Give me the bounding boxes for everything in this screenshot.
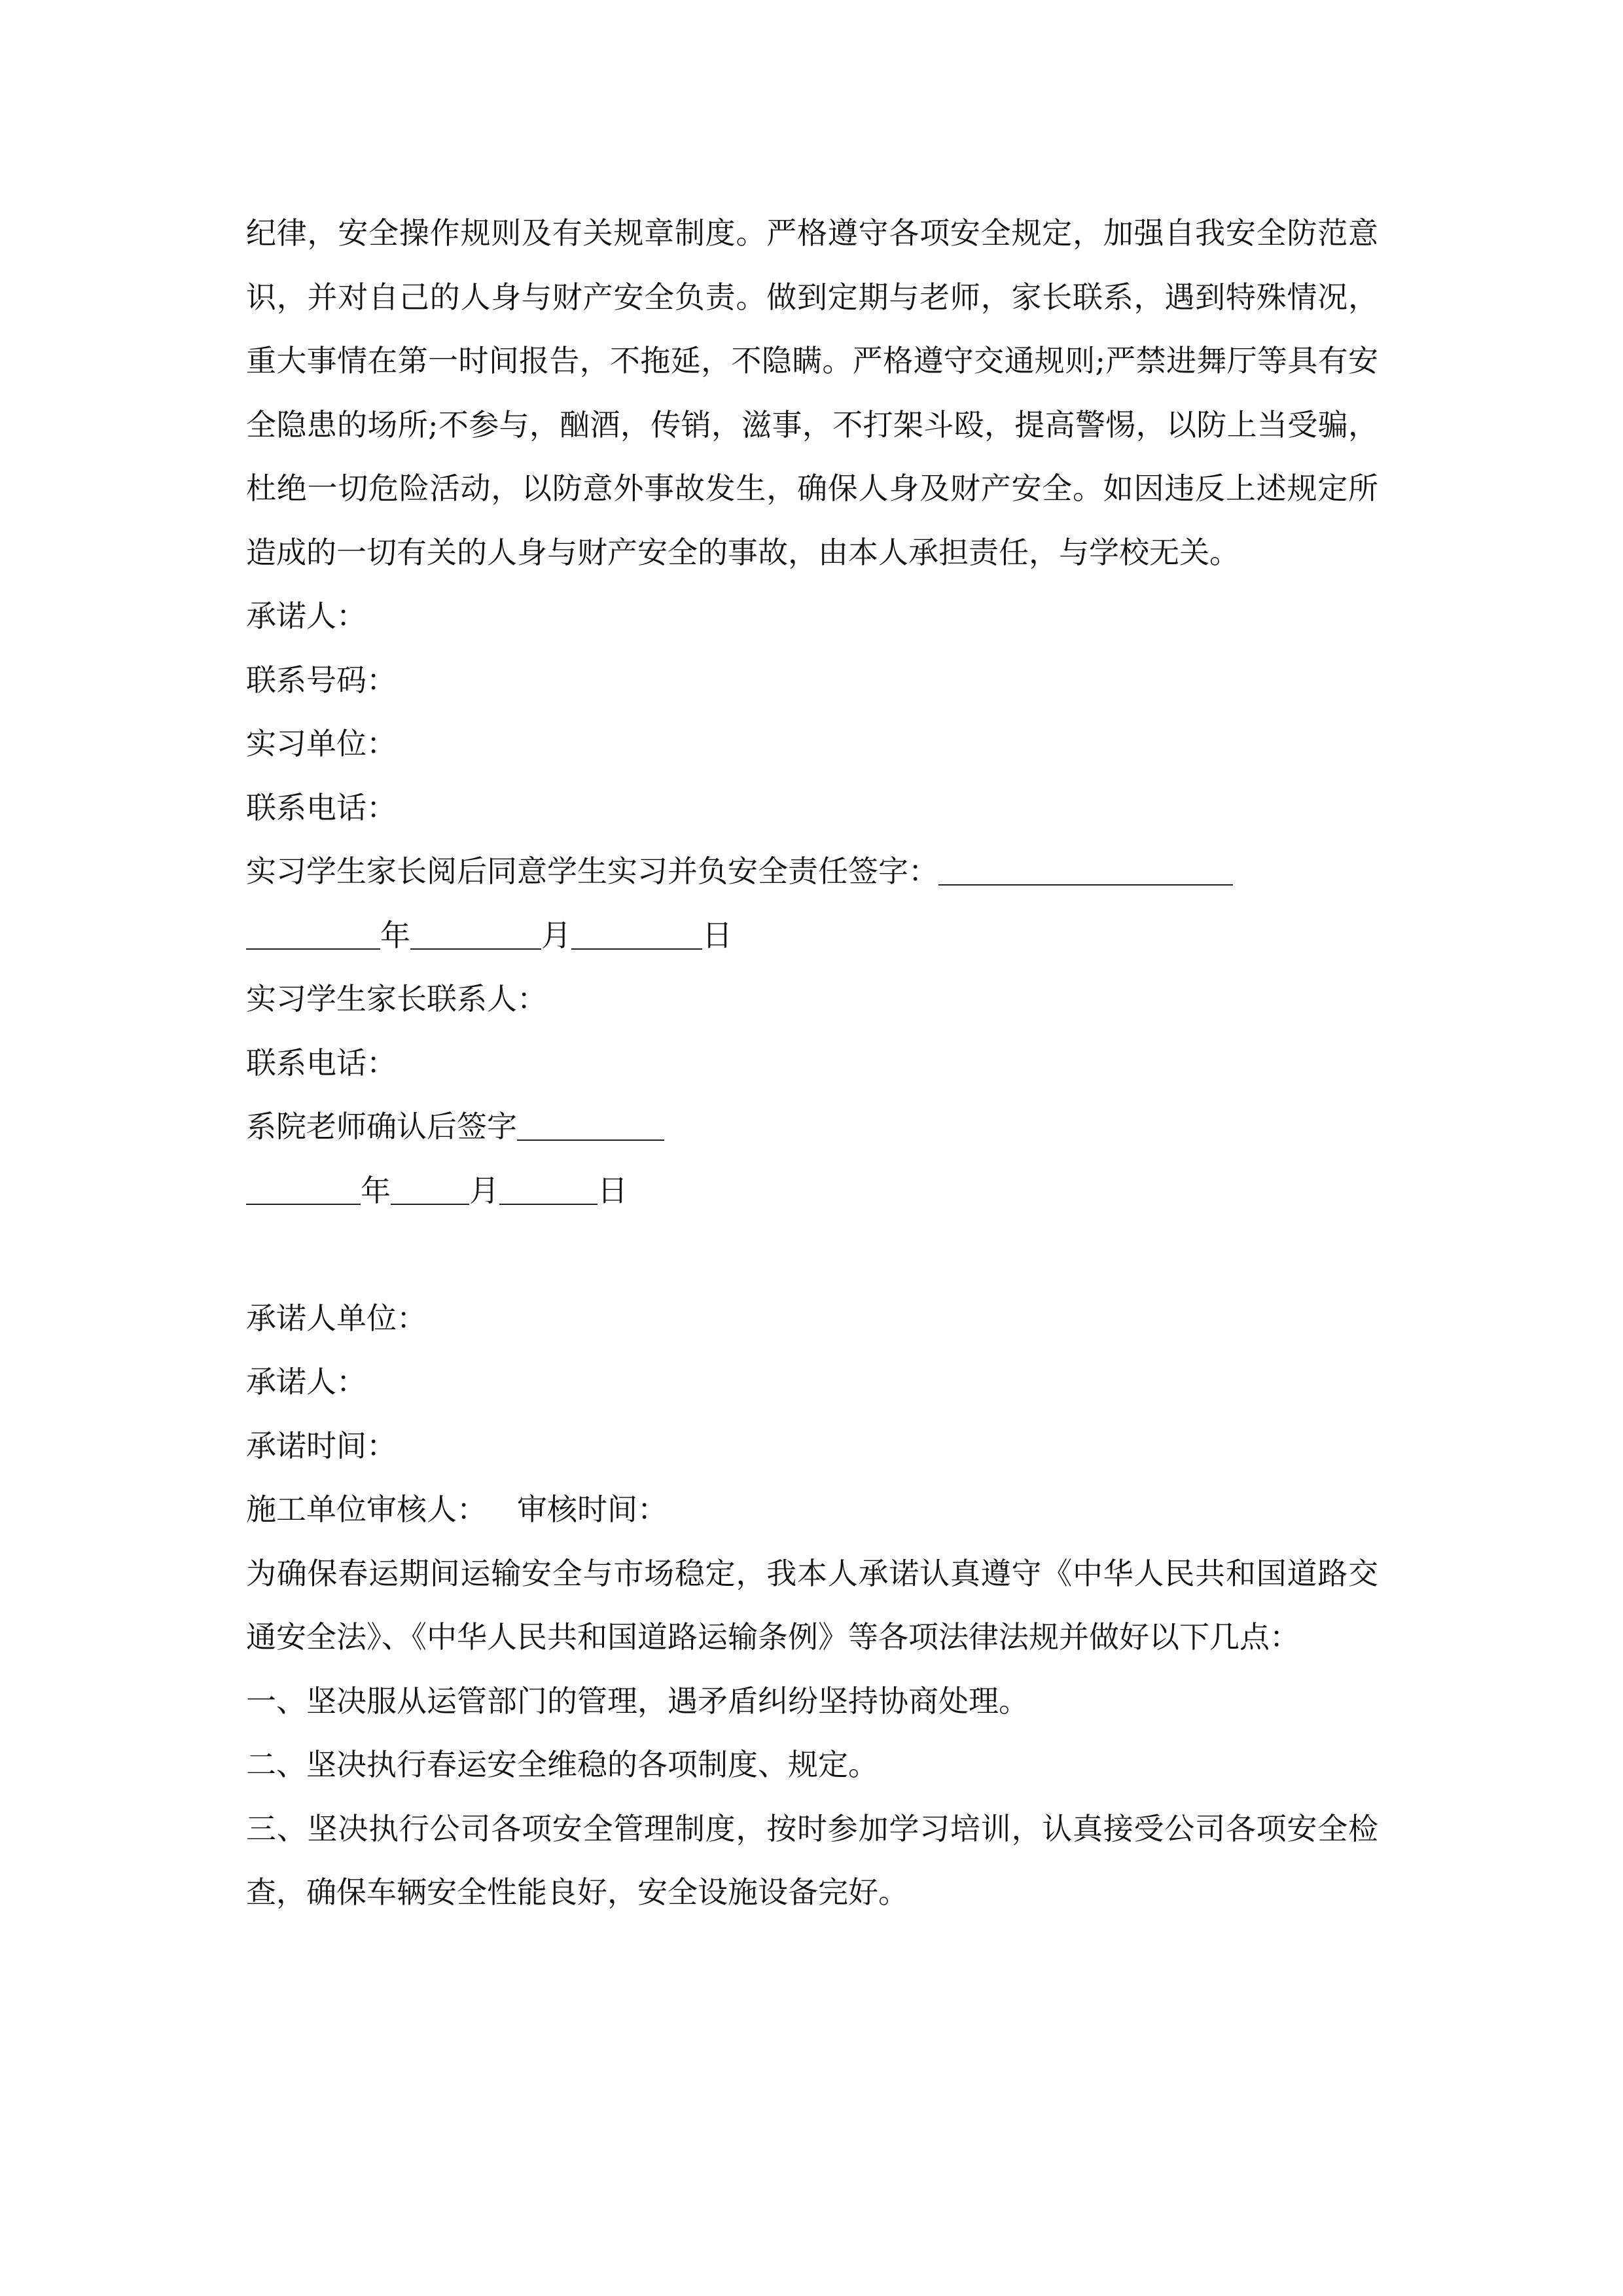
paragraph-pledge-intro: 为确保春运期间运输安全与市场稳定，我本人承诺认真遵守《中华人民共和国道路交通安全法》、《中华人民共和国道路运输条例》等各项法律法规并做好以下几点： bbox=[246, 1555, 1378, 1655]
day-blank-2 bbox=[499, 1167, 597, 1205]
parent-signature-line bbox=[246, 840, 1378, 904]
pledge-item-3: 三、坚决执行公司各项安全管理制度，按时参加学习培训，认真接受公司各项安全检查，确保车辆安全性能良好，安全设施设备完好。 bbox=[246, 1810, 1378, 1910]
field-parent-contact: 实习学生家长联系人： bbox=[246, 981, 547, 1016]
year-blank bbox=[246, 912, 380, 950]
reviewer-line bbox=[246, 1478, 1378, 1542]
pledge-item-2: 二、坚决执行春运安全维稳的各项制度、规定。 bbox=[246, 1747, 878, 1782]
field-contact-phone-2: 联系电话： bbox=[246, 1045, 397, 1081]
paragraph-discipline: 纪律，安全操作规则及有关规章制度。严格遵守各项安全规定，加强自我安全防范意识，并对自己的人身与财产安全负责。做到定期与老师，家长联系，遇到特殊情况，重大事情在第一时间报告，不拖延，不隐瞒。严格遵守交通规则;严禁进舞厅等具有安全隐患的场所;不参与，酗酒，传销，滋事，不打架斗殴，提高警惕，以防上当受骗，杜绝一切危险活动，以防意外事故发生，确保人身及财产安全。如因违反上述规定所造成的一切有关的人身与财产安全的事故，由本人承担责任，与学校无关。 bbox=[246, 215, 1378, 570]
field-reviewer: 施工单位审核人： bbox=[246, 1492, 487, 1527]
field-internship-unit: 实习单位： bbox=[246, 726, 397, 761]
teacher-date-line bbox=[246, 1159, 1378, 1223]
document-body bbox=[246, 202, 1378, 1925]
year-label-2: 年 bbox=[361, 1172, 391, 1208]
year-blank-2 bbox=[246, 1167, 361, 1205]
teacher-signature-label: 系院老师确认后签字 bbox=[246, 1109, 517, 1144]
pledge-item-1: 一、坚决服从运管部门的管理，遇矛盾纠纷坚持协商处理。 bbox=[246, 1683, 1029, 1719]
month-blank bbox=[410, 912, 541, 950]
month-label-2: 月 bbox=[469, 1172, 499, 1208]
field-promisor-unit: 承诺人单位： bbox=[246, 1300, 427, 1336]
field-promisor-2: 承诺人： bbox=[246, 1364, 366, 1399]
parent-signature-label: 实习学生家长阅后同意学生实习并负安全责任签字： bbox=[246, 853, 938, 889]
day-blank bbox=[571, 912, 702, 950]
field-review-time: 审核时间： bbox=[517, 1492, 668, 1527]
month-blank-2 bbox=[391, 1167, 469, 1205]
day-label-2: 日 bbox=[597, 1172, 628, 1208]
field-promisor: 承诺人： bbox=[246, 598, 366, 634]
teacher-signature-blank bbox=[517, 1103, 664, 1141]
parent-signature-blank bbox=[938, 848, 1233, 886]
teacher-signature-line bbox=[246, 1095, 1378, 1159]
field-contact-phone: 联系电话： bbox=[246, 789, 397, 825]
year-label: 年 bbox=[380, 917, 410, 953]
section-spacer bbox=[246, 1223, 1378, 1287]
parent-date-line bbox=[246, 904, 1378, 968]
field-contact-number: 联系号码： bbox=[246, 662, 397, 698]
month-label: 月 bbox=[541, 917, 571, 953]
field-promise-time: 承诺时间： bbox=[246, 1427, 397, 1463]
day-label: 日 bbox=[702, 917, 732, 953]
